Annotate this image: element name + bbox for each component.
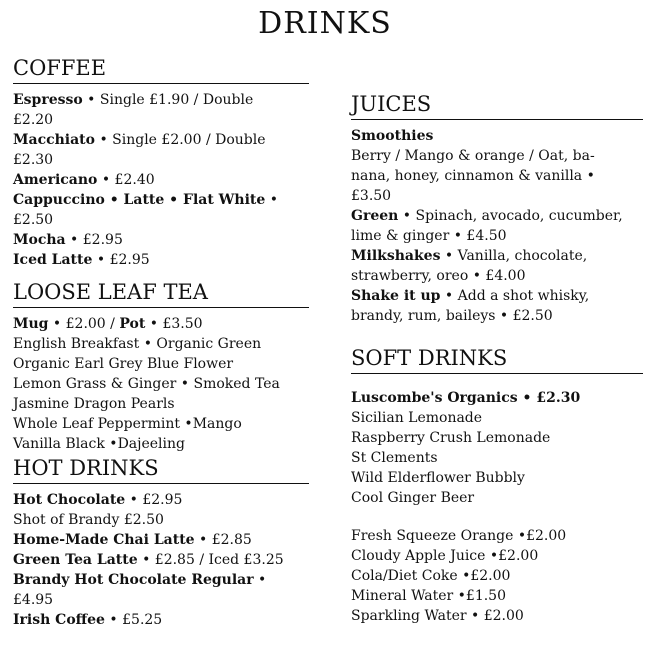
menu-line: Irish Coffee • £5.25 xyxy=(13,612,163,628)
menu-line: Lemon Grass & Ginger • Smoked Tea xyxy=(13,376,280,392)
tea-section xyxy=(13,280,309,454)
menu-line: £2.20 xyxy=(13,112,54,128)
juices-section xyxy=(351,92,643,326)
menu-line: Wild Elderflower Bubbly xyxy=(351,470,525,486)
menu-line: Home-Made Chai Latte • £2.85 xyxy=(13,532,252,548)
tea-heading: LOOSE LEAF TEA xyxy=(13,280,309,308)
menu-line: St Clements xyxy=(351,450,438,466)
menu-line: Shake it up • Add a shot whisky, xyxy=(351,288,590,304)
menu-line: Mocha • £2.95 xyxy=(13,232,123,248)
menu-title: DRINKS xyxy=(258,6,392,41)
menu-line: Cola/Diet Coke •£2.00 xyxy=(351,568,511,584)
menu-line: Hot Chocolate • £2.95 xyxy=(13,492,183,508)
menu-line: Organic Earl Grey Blue Flower xyxy=(13,356,234,372)
spacer xyxy=(351,508,643,526)
menu-line: Cappuccino • Latte • Flat White • xyxy=(13,192,278,208)
coffee-section xyxy=(13,56,309,270)
soft-drinks-section xyxy=(351,346,643,626)
menu-line: nana, honey, cinnamon & vanilla • xyxy=(351,168,595,184)
menu-line: Fresh Squeeze Orange •£2.00 xyxy=(351,528,567,544)
coffee-list xyxy=(13,90,309,270)
menu-line: Raspberry Crush Lemonade xyxy=(351,430,551,446)
menu-line: Sicilian Lemonade xyxy=(351,410,483,426)
menu-line: £4.95 xyxy=(13,592,54,608)
menu-line: Cloudy Apple Juice •£2.00 xyxy=(351,548,539,564)
soft-drinks-list xyxy=(351,388,643,626)
hot-drinks-section xyxy=(13,456,309,630)
menu-line: Green • Spinach, avocado, cucumber, xyxy=(351,208,623,224)
hot-drinks-heading: HOT DRINKS xyxy=(13,456,309,484)
menu-line: Mug • £2.00 / Pot • £3.50 xyxy=(13,316,203,332)
menu-line: Americano • £2.40 xyxy=(13,172,155,188)
menu-line: Brandy Hot Chocolate Regular • xyxy=(13,572,267,588)
right-column xyxy=(351,92,643,626)
juices-list xyxy=(351,126,643,326)
menu-line: Luscombe's Organics • £2.30 xyxy=(351,390,581,406)
menu-line: Milkshakes • Vanilla, chocolate, xyxy=(351,248,588,264)
hot-drinks-list xyxy=(13,490,309,630)
juices-heading: JUICES xyxy=(351,92,643,120)
menu-line: strawberry, oreo • £4.00 xyxy=(351,268,526,284)
menu-line: £3.50 xyxy=(351,188,392,204)
menu-line: Mineral Water •£1.50 xyxy=(351,588,506,604)
menu-line: English Breakfast • Organic Green xyxy=(13,336,262,352)
tea-list xyxy=(13,314,309,454)
menu-line: Cool Ginger Beer xyxy=(351,490,475,506)
left-column xyxy=(13,56,309,630)
menu-line: brandy, rum, baileys • £2.50 xyxy=(351,308,553,324)
menu-line: Macchiato • Single £2.00 / Double xyxy=(13,132,266,148)
menu-line: Whole Leaf Peppermint •Mango xyxy=(13,416,242,432)
menu-line: Berry / Mango & orange / Oat, ba- xyxy=(351,148,595,164)
soft-drinks-heading: SOFT DRINKS xyxy=(351,346,643,374)
menu-line: Shot of Brandy £2.50 xyxy=(13,512,164,528)
menu-line: lime & ginger • £4.50 xyxy=(351,228,507,244)
menu-line: £2.50 xyxy=(13,212,54,228)
menu-line: Vanilla Black •Dajeeling xyxy=(13,436,185,452)
menu-line: Jasmine Dragon Pearls xyxy=(13,396,175,412)
menu-line: Smoothies xyxy=(351,128,434,144)
menu-line: Green Tea Latte • £2.85 / Iced £3.25 xyxy=(13,552,284,568)
menu-line: Sparkling Water • £2.00 xyxy=(351,608,524,624)
coffee-heading: COFFEE xyxy=(13,56,309,84)
menu-line: Iced Latte • £2.95 xyxy=(13,252,150,268)
menu-line: £2.30 xyxy=(13,152,54,168)
menu-line: Espresso • Single £1.90 / Double xyxy=(13,92,254,108)
